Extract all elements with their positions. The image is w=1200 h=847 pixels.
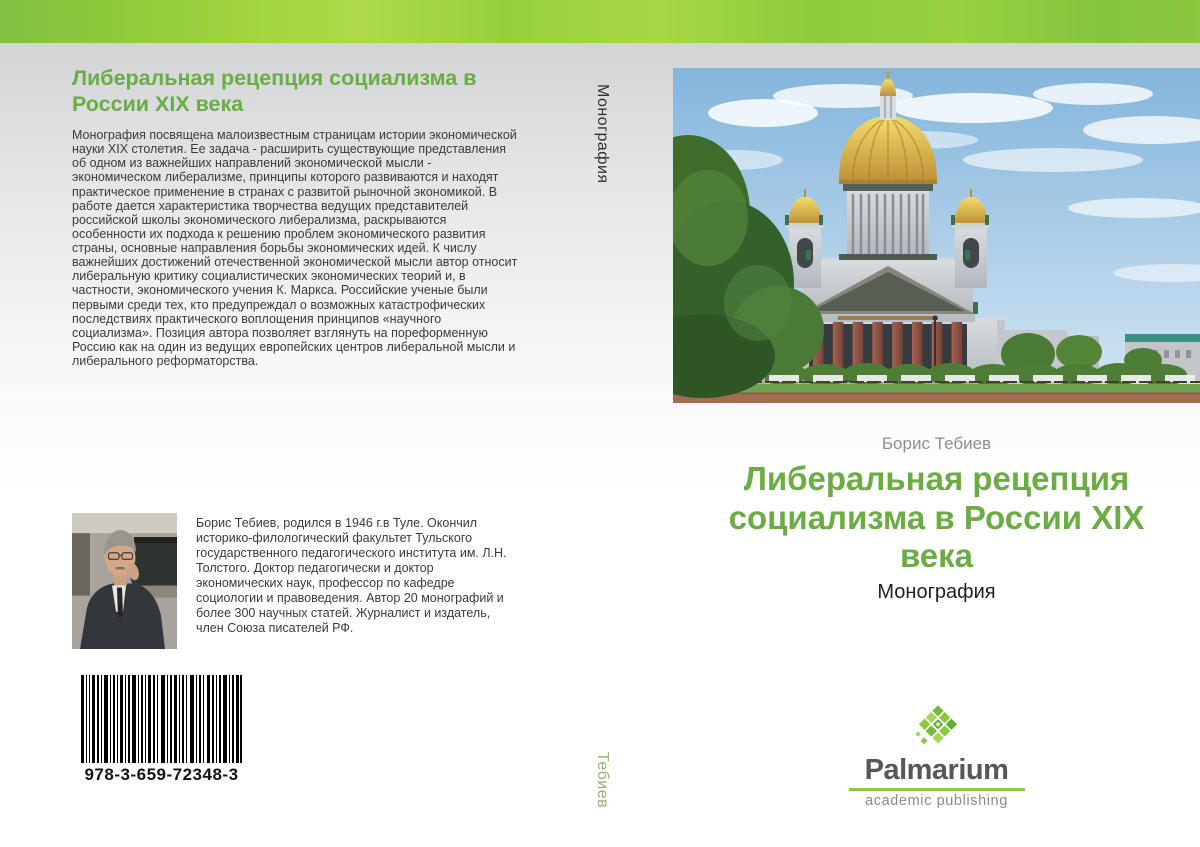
publisher-name: Palmarium bbox=[864, 754, 1009, 786]
back-description: Монография посвящена малоизвестным страницам истории экономической науки XIX столетия. Ее задача - расширить существующие представления об одном из важнейших направлений экономической мысли - экономическом либерализме, принципы которого развиваются и находят практическое применение в странах с развитой рыночной экономикой. В работе дается характеристика творчества ведущих представителей российской школы экономического либерализма, раскрываются особенности их подхода к решению проблем экономического развития страны, основные направления борьбы экономических идей. К числу важнейших достижений отечественной экономической мысли автор относит либеральную критику социалистических экономических теорий и, в частности, экономического учения К. Маркса. Российские ученые были первыми среди тех, кто предупреждал о возможных катастрофических последствиях практического воплощения принципов «научного социализма». Позиция автора позволяет взглянуть на пореформенную Россию как на один из ведущих европейских центров либеральной мысли и либерального реформаторства. bbox=[72, 128, 518, 368]
publisher-leaf-mosaic-icon bbox=[912, 704, 962, 750]
st-isaacs-cathedral-image bbox=[673, 68, 1200, 403]
front-title-wrap bbox=[673, 460, 1200, 576]
spine-title-top: Монография bbox=[594, 84, 611, 184]
isbn-barcode-icon bbox=[80, 674, 243, 764]
front-author-name: Борис Тебиев bbox=[881, 434, 992, 453]
spine-author-bottom: Тебиев bbox=[594, 752, 611, 809]
back-title: Либеральная рецепция социализма в России XIX века bbox=[72, 66, 477, 116]
publisher-logo-rule bbox=[849, 788, 1025, 791]
author-photo bbox=[72, 513, 177, 649]
front-subtitle: Монография bbox=[877, 581, 996, 603]
top-accent-bar bbox=[0, 0, 1200, 43]
front-title: Либеральная рецепция социализма в России XIX века bbox=[728, 460, 1145, 575]
publisher-logo bbox=[673, 704, 1200, 809]
author-portrait-image bbox=[72, 513, 177, 649]
publisher-tagline: academic publishing bbox=[865, 792, 1008, 809]
isbn-number: 978-3-659-72348-3 bbox=[84, 765, 239, 784]
cathedral-photo bbox=[673, 68, 1200, 403]
isbn-block bbox=[80, 674, 243, 785]
author-bio: Борис Тебиев, родился в 1946 г.в Туле. Окончил историко-филологический факультет Тульского государственного педагогического института им. Л.Н. Толстого. Доктор педагогически и доктор экономических наук, профессор по кафедре социологии и правоведения. Автор 20 монографий и более 300 научных статей. Журналист и издатель, член Союза писателей РФ. bbox=[196, 516, 507, 635]
